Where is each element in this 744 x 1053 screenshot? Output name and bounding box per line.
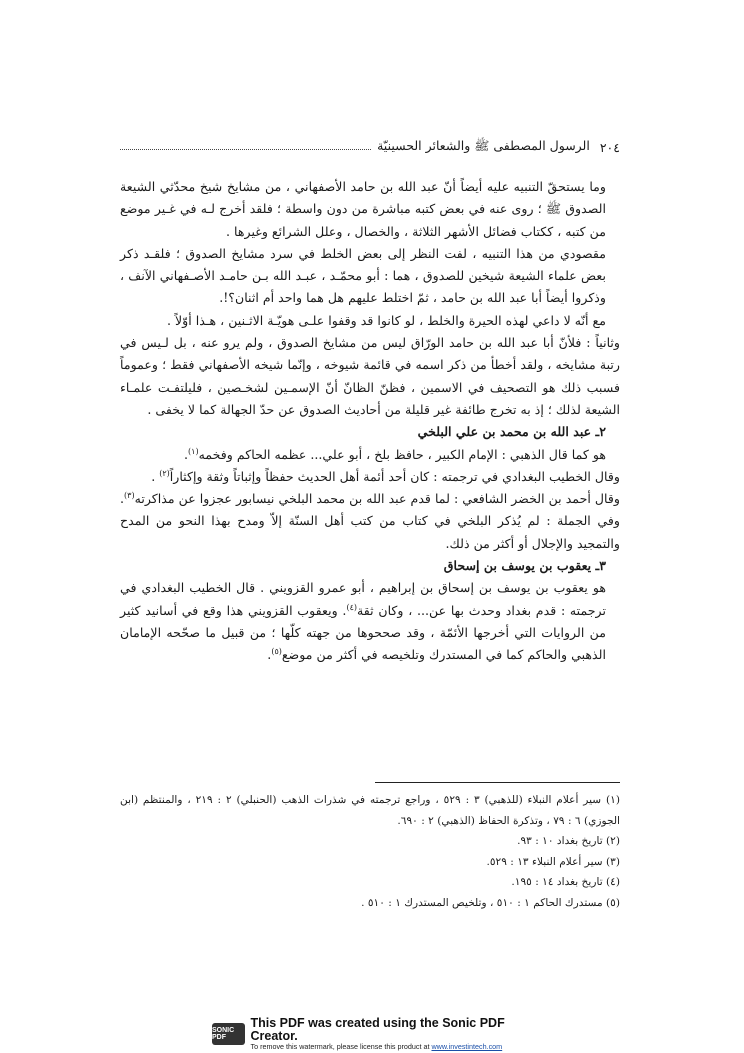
footnotes (120, 790, 620, 913)
section-heading: ٢ـ عبد الله بن محمد بن علي البلخي (417, 424, 606, 440)
paragraph-text: . (151, 468, 160, 484)
footnote: (٣) سير أعلام النبلاء ١٣ : ٥٢٩. (486, 855, 620, 868)
paragraph: مع أنّه لا داعي لهذه الحيرة والخلط ، لو كانوا قد وقفوا علـى هويّـة الاثـنين ، هـذا أوّلاً . (166, 312, 606, 328)
watermark-main: This PDF was created using the Sonic PDF Creator. (250, 1016, 505, 1044)
paragraph (120, 444, 620, 466)
paragraph-text: وقال أحمد بن الخضر الشافعي : لما قدم عبد الله بن محمد البلخي نيسابور عجزوا عن مذاكرته (134, 491, 620, 507)
paragraph (120, 577, 620, 666)
footnote-separator (375, 782, 620, 783)
paragraph-text: . (184, 446, 189, 462)
paragraph-text: . ويعقوب القزويني هذا وقع في أسانيد كثير من الروايات التي أخرجها الأئمّة ، وقد صححوها من جهته كلّها ؛ من قبيل ما صحّحه الإمامان الذهبي والحاكم كما في المستدرك وتلخيصه في أكثر من موضع (120, 602, 606, 663)
paragraph: وما يستحقّ التنبيه عليه أيضاً أنّ عبد الله بن حامد الأصفهاني ، من مشايخ شيخ محدّثي الشيعة الصدوق ﷺ ؛ روى عنه في بعض كتبه مباشرة من دون واسطة ؛ فلقد أخرج لـه في غـير موضع من كتبه ، ككتاب فضائل الأشهر الثلاثة ، والخصال ، وعلل الشرائع وغيرها . (120, 179, 606, 239)
watermark-sub (251, 1043, 543, 1051)
page-number: ٢٠٤ (599, 139, 620, 155)
footnote-ref[interactable]: (١) (188, 446, 199, 456)
footnote-ref[interactable]: (٣) (124, 490, 135, 500)
sonic-pdf-logo-icon: SONIC PDF (212, 1023, 245, 1045)
paragraph: وثانياً : فلأنّ أبا عبد الله بن حامد الورّاق ليس من مشايخ الصدوق ، ولم يرو عنه ، بل لـيس في رتبة مشايخه ، ولقد أخطأ من ذكر اسمه في قائمة شيوخه ، وإنّما شيخه الأصفهاني فقط ؛ وعموماً فسبب ذلك هو التصحيف في الاسمين ، فظنّ الظانّ أنّ الإسمـين لشخـصين ، فليلتفـت علمـاء الشيعة لذلك ؛ إذ به تخرج طائفة غير قليلة من أحاديث الصدوق عن حدّ الجهالة كما لا يخفى . (120, 335, 620, 417)
footnote: (٢) تاريخ بغداد ١٠ : ٩٣. (517, 835, 620, 847)
footnote: (٥) مستدرك الحاكم ١ : ٥١٠ ، وتلخيص المستدرك ١ : ٥١٠ . (361, 896, 620, 909)
paragraph (120, 488, 620, 555)
paragraph-text: . وفي الجملة : لم يُذكر البلخي في كتاب من كتب أهل السنّة إلاّ ومدح بهذا النحو من المدح والتمجيد والإجلال أو أكثر من ذلك. (120, 491, 620, 551)
document-page (120, 0, 620, 1053)
paragraph-text: وقال الخطيب البغدادي في ترجمته : كان أحد أئمة أهل الحديث حفظاً وإثباتاً وثقة وإكثاراً (169, 468, 620, 484)
footnote: (٤) تاريخ بغداد ١٤ : ١٩٥. (511, 876, 620, 888)
body-text (120, 176, 620, 667)
footnote-ref[interactable]: (٢) (159, 468, 170, 478)
header-dot-leader (120, 149, 371, 150)
paragraph-text: هو كما قال الذهبي : الإمام الكبير ، حافظ بلخ ، أبو علي... عظمه الحاكم وفخمه (198, 446, 606, 462)
paragraph-text: . (267, 647, 272, 663)
paragraph-text: هو يعقوب بن يوسف بن إسحاق بن إبراهيم ، أبو عمرو القزويني . قال الخطيب البغدادي في ترجمته : قدم بغداد وحدث بها عن... ، وكان ثقة (120, 580, 606, 618)
pdf-watermark (212, 1016, 542, 1052)
footnote: (١) سير أعلام النبلاء (للذهبي) ٣ : ٥٢٩ ، وراجع ترجمته في شذرات الذهب (الحنبلي) ٢ : ٢١٩ ، والمنتظم (ابن الجوزي) ٦ : ٧٩ ، وتذكرة الحفاظ (الذهبي) ٢ : ٦٩٠. (120, 794, 621, 827)
section-heading: ٣ـ يعقوب بن يوسف بن إسحاق (443, 558, 606, 574)
watermark-sub-text: To remove this watermark, please license this product at (250, 1042, 430, 1052)
paragraph (120, 466, 620, 488)
watermark-text (251, 1017, 543, 1051)
running-header (120, 135, 620, 159)
footnote-ref[interactable]: (٥) (271, 647, 282, 657)
book-title: الرسول المصطفى ﷺ والشعائر الحسينيّة (377, 137, 590, 153)
watermark-link[interactable]: www.investintech.com (431, 1042, 503, 1052)
footnote-ref[interactable]: (٤) (346, 602, 357, 612)
paragraph: مقصودي من هذا التنبيه ، لفت النظر إلى بعض الخلط في سرد مشايخ الصدوق ؛ فلقـد ذكر بعض علماء الشيعة شيخين للصدوق ، هما : أبو محمّـد ، عبـد الله بـن حامـد الأصـفهاني الآنف ، وذكروا أيضاً أبا عبد الله بن حامد ، ثمّ اختلط عليهم هل هما واحد أم اثنان؟!. (120, 245, 606, 306)
